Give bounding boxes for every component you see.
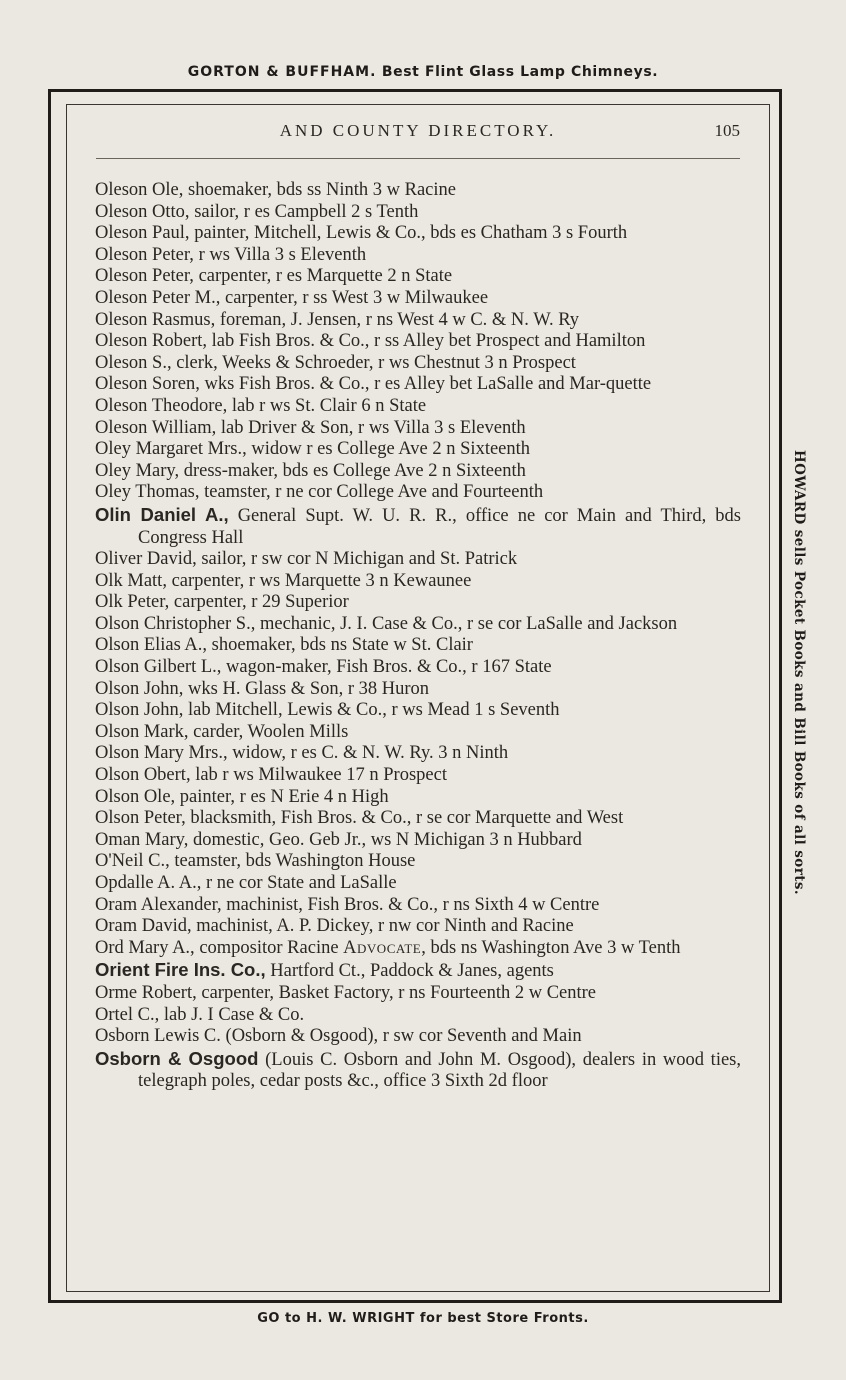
directory-entry xyxy=(95,765,741,787)
entry-details: teamster, bds Washington House xyxy=(169,851,416,872)
entry-name: Olson John, xyxy=(95,700,184,721)
entry-details: (Osborn & Osgood), r sw cor Seventh and Main xyxy=(220,1026,582,1047)
entry-details: compositor Racine xyxy=(194,937,344,958)
entry-name: Olson Peter, xyxy=(95,808,186,829)
entry-details: carpenter, r es Marquette 2 n State xyxy=(193,266,453,287)
entry-details: widow r es College Ave 2 n Sixteenth xyxy=(246,439,531,460)
directory-entry xyxy=(95,592,741,614)
entry-details: sailor, r es Campbell 2 s Tenth xyxy=(189,201,419,222)
entry-details: lab Mitchell, Lewis & Co., r ws Mead 1 s Seventh xyxy=(183,700,560,721)
directory-entry xyxy=(95,180,741,202)
directory-entry xyxy=(95,549,741,571)
entry-details: r ws Villa 3 s Eleventh xyxy=(193,244,367,265)
entry-name: Oley Margaret Mrs., xyxy=(95,439,247,460)
directory-entry xyxy=(95,635,741,657)
entry-name: Orient Fire Ins. Co., xyxy=(95,959,266,981)
entry-newspaper-name: Advocate xyxy=(343,937,422,958)
entry-details: (Louis C. Osborn and John M. Osgood), dealers in wood ties, telegraph poles, cedar posts &c., office 3 Sixth 2d floor xyxy=(138,1049,742,1092)
directory-entry xyxy=(95,938,741,960)
directory-entry xyxy=(95,331,741,353)
entry-details: carpenter, r 29 Superior xyxy=(169,592,349,613)
entry-details: General Supt. W. U. R. R., office ne cor Main and Third, bds Congress Hall xyxy=(138,505,741,548)
page-header xyxy=(96,121,740,145)
directory-entries xyxy=(95,180,741,1093)
entry-details: sailor, r sw cor N Michigan and St. Patrick xyxy=(196,549,518,570)
entry-details: r ne cor State and LaSalle xyxy=(201,873,397,893)
directory-entry xyxy=(95,614,741,636)
bottom-advertisement: GO to H. W. WRIGHT for best Store Fronts. xyxy=(257,1311,589,1326)
directory-entry xyxy=(95,895,741,917)
entry-details: machinist, Fish Bros. & Co., r ns Sixth 4 w Centre xyxy=(221,894,600,915)
entry-name: Olson Mary Mrs., xyxy=(95,743,228,764)
entry-details-continued: , bds ns Washington Ave 3 w Tenth xyxy=(421,937,681,958)
entry-details: carpenter, Basket Factory, r ns Fourteenth 2 w Centre xyxy=(196,982,597,1003)
directory-entry xyxy=(95,245,741,267)
directory-entry xyxy=(95,700,741,722)
entry-details: carpenter, r ss West 3 w Milwaukee xyxy=(220,287,489,308)
directory-entry xyxy=(95,439,741,461)
entry-details: domestic, Geo. Geb Jr., ws N Michigan 3 n Hubbard xyxy=(188,829,582,850)
directory-entry xyxy=(95,571,741,593)
entry-name: Oleson Ole, xyxy=(95,180,184,200)
header-rule xyxy=(96,158,740,159)
directory-entry xyxy=(95,959,741,983)
directory-entry xyxy=(95,288,741,310)
running-title: AND COUNTY DIRECTORY. xyxy=(279,121,557,140)
top-ad-text: Best Flint Glass Lamp Chimneys. xyxy=(381,64,659,80)
entry-details: wagon-maker, Fish Bros. & Co., r 167 State xyxy=(221,657,552,678)
directory-entry xyxy=(95,418,741,440)
entry-name: Oleson Peter, xyxy=(95,266,194,287)
entry-details: widow, r es C. & N. W. Ry. 3 n Ninth xyxy=(227,743,509,764)
entry-details: carpenter, r ws Marquette 3 n Kewaunee xyxy=(166,570,472,591)
entry-name: Oley Mary, xyxy=(95,460,180,481)
entry-details: painter, r es N Erie 4 n High xyxy=(175,786,389,807)
directory-entry xyxy=(95,983,741,1005)
directory-entry xyxy=(95,504,741,549)
side-advertisement: HOWARD sells Pocket Books and Bill Books of all sorts. xyxy=(791,450,807,895)
entry-details: dress-maker, bds es College Ave 2 n Sixteenth xyxy=(179,460,526,481)
directory-entry xyxy=(95,223,741,245)
top-advertisement xyxy=(0,64,846,80)
entry-details: Hartford Ct., Paddock & Janes, agents xyxy=(265,961,554,982)
directory-entry xyxy=(95,310,741,332)
entry-name: Oleson William, xyxy=(95,417,217,438)
directory-entry xyxy=(95,679,741,701)
directory-entry xyxy=(95,1048,741,1093)
directory-entry xyxy=(95,722,741,744)
entry-name: Olson Elias A., xyxy=(95,635,208,656)
entry-name: Oleson Rasmus, xyxy=(95,309,216,330)
entry-name: Orme Robert, xyxy=(95,982,197,1003)
entry-name: Oleson Robert, xyxy=(95,331,208,352)
entry-name: Osborn Lewis C. xyxy=(95,1026,221,1047)
directory-entry xyxy=(95,830,741,852)
directory-entry xyxy=(95,873,741,895)
entry-name: Oleson S., xyxy=(95,352,172,373)
entry-details: shoemaker, bds ss Ninth 3 w Racine xyxy=(183,180,456,200)
directory-entry xyxy=(95,657,741,679)
entry-name: Olson Christopher S., xyxy=(95,613,256,634)
entry-name: Olson John, xyxy=(95,678,184,699)
directory-entry xyxy=(95,787,741,809)
entry-name: Oley Thomas, xyxy=(95,482,200,503)
entry-details: lab r ws Milwaukee 17 n Prospect xyxy=(190,765,447,786)
directory-entry xyxy=(95,1026,741,1048)
entry-details: wks Fish Bros. & Co., r es Alley bet LaSalle and Mar-quette xyxy=(199,374,652,395)
entry-name: Oram David, xyxy=(95,916,192,937)
entry-name: Oleson Otto, xyxy=(95,201,190,222)
entry-details: painter, Mitchell, Lewis & Co., bds es Chatham 3 s Fourth xyxy=(189,223,628,244)
directory-entry xyxy=(95,743,741,765)
top-ad-brand: GORTON & BUFFHAM. xyxy=(187,64,377,80)
entry-name: Oleson Soren, xyxy=(95,374,200,395)
entry-details: lab Driver & Son, r ws Villa 3 s Eleventh xyxy=(216,417,526,438)
directory-entry xyxy=(95,374,741,396)
entry-details: machinist, A. P. Dickey, r nw cor Ninth and Racine xyxy=(191,916,574,937)
directory-entry xyxy=(95,916,741,938)
entry-name: Oleson Theodore, xyxy=(95,395,228,416)
entry-details: shoemaker, bds ns State w St. Clair xyxy=(207,635,473,656)
entry-details: lab Fish Bros. & Co., r ss Alley bet Prospect and Hamilton xyxy=(207,331,646,352)
entry-details: foreman, J. Jensen, r ns West 4 w C. & N. W. Ry xyxy=(215,309,580,330)
entry-name: Oleson Peter, xyxy=(95,244,194,265)
entry-details: carder, Woolen Mills xyxy=(188,721,349,742)
directory-entry xyxy=(95,851,741,873)
entry-name: Oman Mary, xyxy=(95,829,189,850)
entry-name: Olson Obert, xyxy=(95,765,191,786)
entry-name: Oram Alexander, xyxy=(95,894,222,915)
entry-details: teamster, r ne cor College Ave and Fourteenth xyxy=(199,482,544,503)
directory-entry xyxy=(95,396,741,418)
entry-details: lab r ws St. Clair 6 n State xyxy=(227,395,427,416)
directory-entry xyxy=(95,461,741,483)
entry-name: Oliver David, xyxy=(95,549,197,570)
entry-details: clerk, Weeks & Schroeder, r ws Chestnut 3 n Prospect xyxy=(171,352,576,373)
directory-entry xyxy=(95,482,741,504)
directory-entry xyxy=(95,266,741,288)
entry-details: mechanic, J. I. Case & Co., r se cor LaSalle and Jackson xyxy=(255,613,678,634)
entry-name: Opdalle A. A., xyxy=(95,873,202,893)
entry-name: Olson Mark, xyxy=(95,721,189,742)
entry-name: O'Neil C., xyxy=(95,851,170,872)
entry-name: Ord Mary A., xyxy=(95,937,195,958)
entry-name: Osborn & Osgood xyxy=(95,1047,259,1069)
entry-details: lab J. I Case & Co. xyxy=(159,1004,305,1025)
entry-name: Oleson Peter M., xyxy=(95,287,221,308)
entry-name: Olk Peter, xyxy=(95,592,170,613)
entry-details: blacksmith, Fish Bros. & Co., r se cor Marquette and West xyxy=(185,808,624,829)
page-number: 105 xyxy=(714,121,740,140)
entry-name: Olson Ole, xyxy=(95,786,176,807)
entry-name: Olk Matt, xyxy=(95,570,167,591)
entry-name: Olin Daniel A., xyxy=(95,503,229,525)
directory-entry xyxy=(95,353,741,375)
entry-details: wks H. Glass & Son, r 38 Huron xyxy=(183,678,430,699)
entry-name: Oleson Paul, xyxy=(95,223,190,244)
entry-name: Ortel C., xyxy=(95,1004,160,1025)
entry-name: Olson Gilbert L., xyxy=(95,657,222,678)
directory-entry xyxy=(95,808,741,830)
directory-entry xyxy=(95,202,741,224)
directory-entry xyxy=(95,1005,741,1027)
